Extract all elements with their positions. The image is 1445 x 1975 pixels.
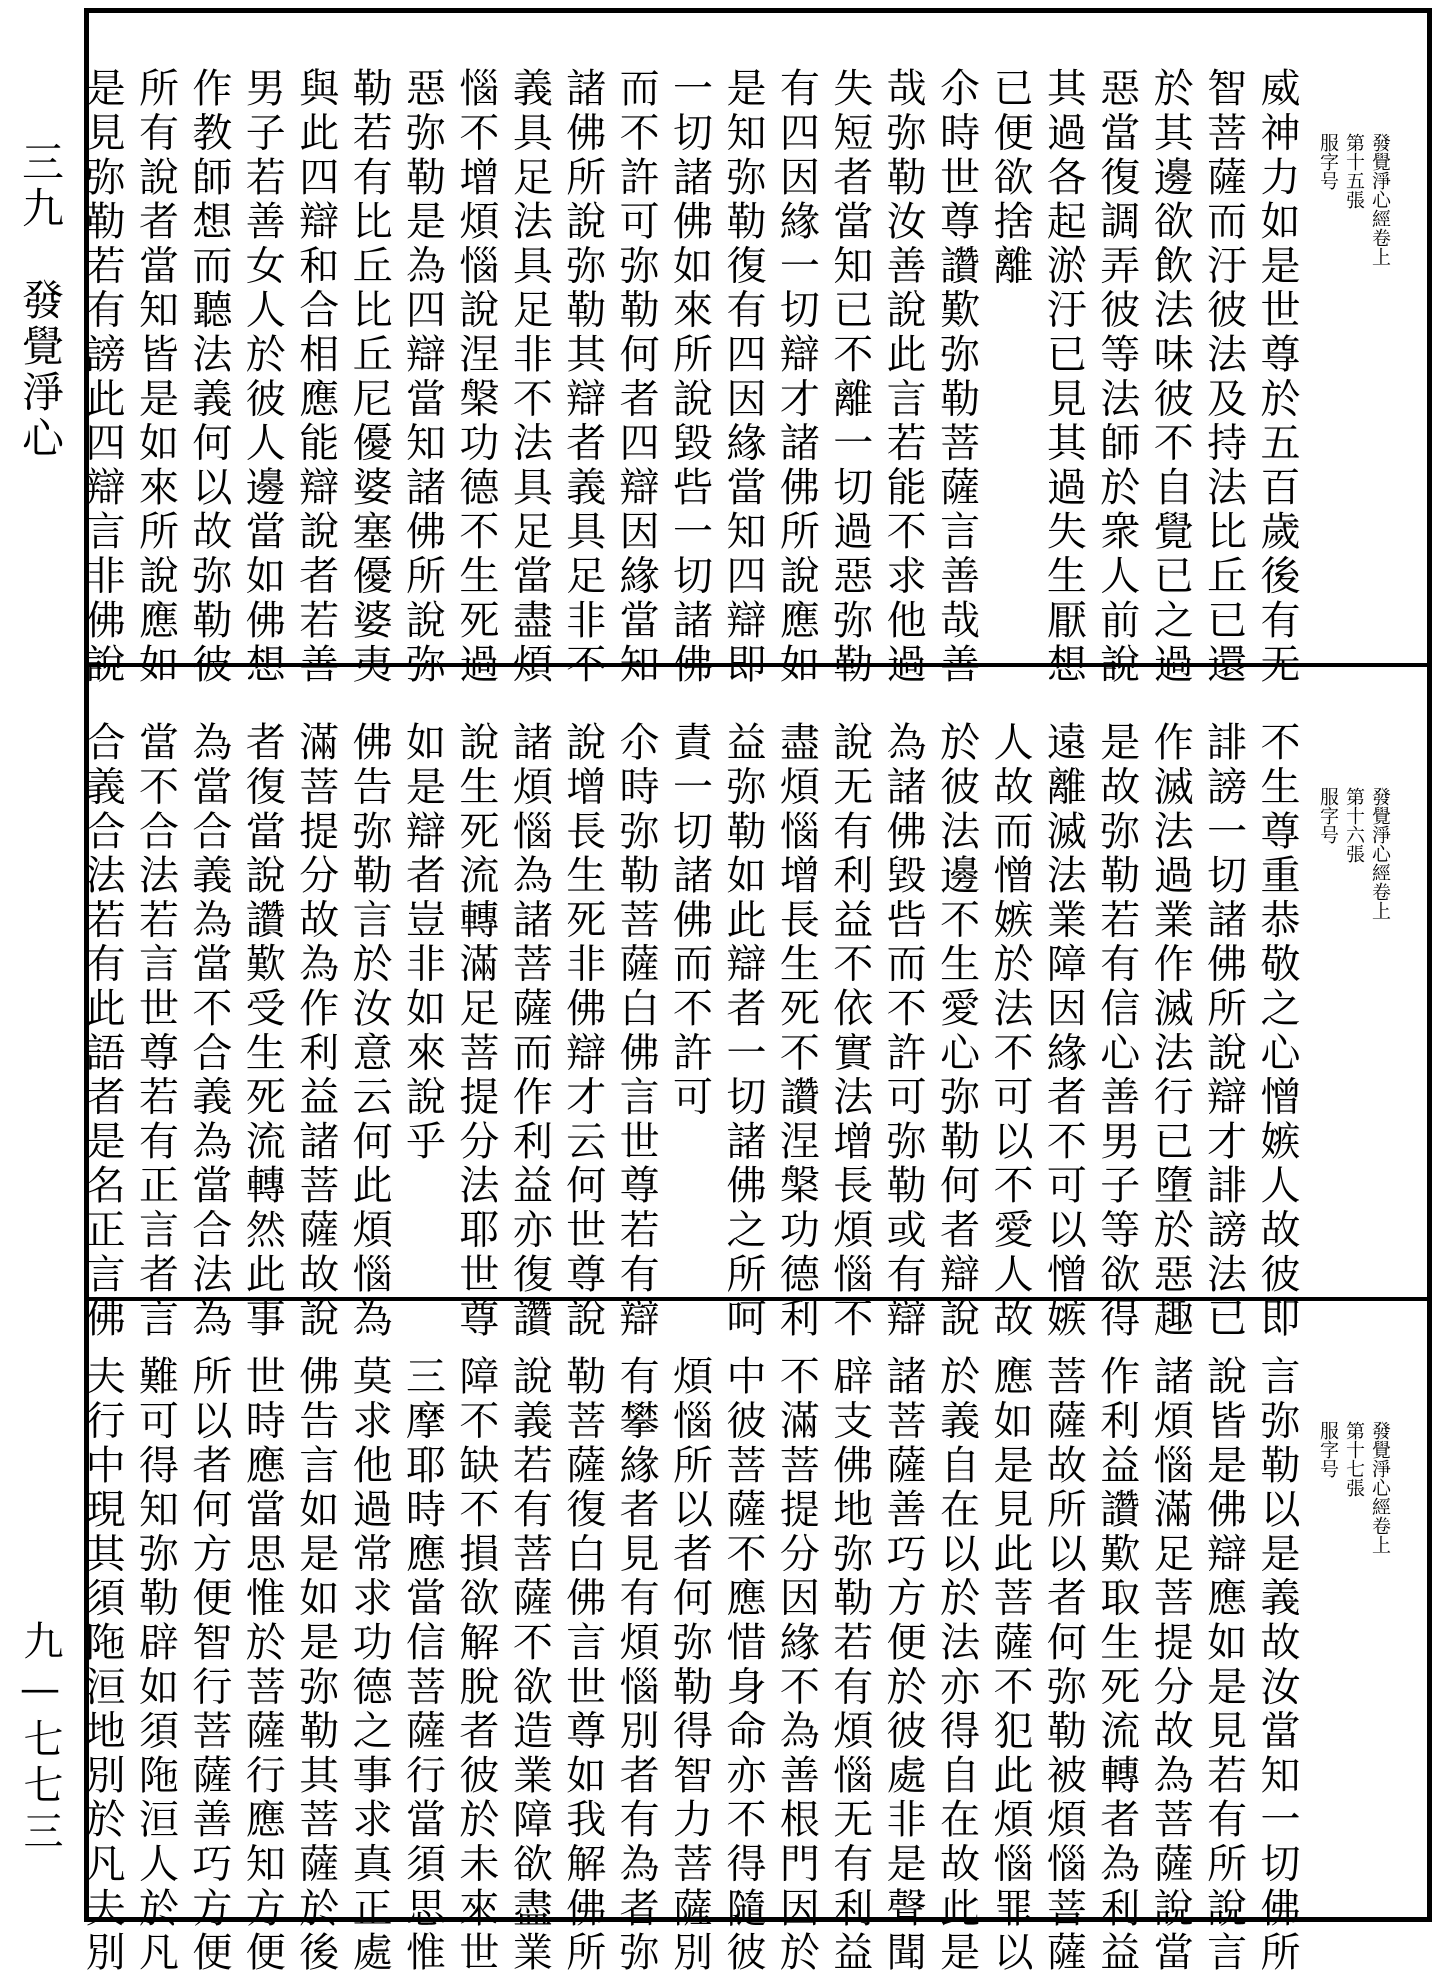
text-column: 與此四辯和合相應能辯說者若善: [292, 67, 339, 688]
text-column: 不生尊重恭敬之心憎嫉人故彼即: [1254, 721, 1300, 1342]
margin-title: 發覺淨心經卷上: [1369, 1421, 1391, 1554]
text-column: 尒時弥勒菩薩白佛言世尊若有辯: [613, 721, 660, 1342]
text-column: 勒若有比丘比丘尼優婆塞優婆夷: [346, 67, 393, 688]
text-column: 有攀緣者見有煩惱別者有為者弥: [613, 1355, 660, 1975]
text-column: 滿菩提分故為作利益諸菩薩故說: [292, 721, 339, 1342]
text-column: 是知弥勒復有四因緣當知四辯即: [719, 67, 766, 688]
text-column: 盡煩惱增長生死不讚涅槃功德利: [773, 721, 820, 1342]
panel-margin-note: [1315, 133, 1393, 653]
text-column: 如是辯者豈非如來說乎: [399, 721, 446, 1164]
text-column: 責一切諸佛而不許可: [666, 721, 713, 1120]
text-column: 夫行中現其須陁洹地別於凡夫別: [79, 1355, 126, 1975]
text-column: 佛告弥勒言於汝意云何此煩惱為: [346, 721, 393, 1342]
text-column: 為諸佛毀呰而不許可弥勒或有辯: [880, 721, 927, 1342]
text-column: 障不缺不損欲解脫者彼於未來世: [452, 1355, 499, 1975]
text-column: 中彼菩薩不應惜身命亦不得隨彼: [719, 1355, 766, 1975]
text-column: 作利益讚歎取生死流轉者為利益: [1093, 1355, 1140, 1975]
text-column: 智菩薩而汙彼法及持法比丘已還: [1200, 67, 1247, 688]
margin-mark: 服字号: [1317, 787, 1339, 844]
text-column: 三摩耶時應當信菩薩行當須思惟: [399, 1355, 446, 1975]
text-column: 者復當說讚歎受生死流轉然此事: [239, 721, 286, 1342]
text-column: 說生死流轉滿足菩提分法耶世尊: [452, 721, 499, 1342]
text-column: 莫求他過常求功德之事求真正處: [346, 1355, 393, 1975]
margin-title: 發覺淨心經卷上: [1369, 787, 1391, 920]
text-column: 尒時世尊讚歎弥勒菩薩言善哉善: [933, 67, 980, 688]
margin-mark: 服字号: [1317, 133, 1339, 190]
text-column: 而不許可弥勒何者四辯因緣當知: [613, 67, 660, 688]
text-columns: [79, 721, 1303, 1342]
text-column: 不滿菩提分因緣不為善根門因於: [773, 1355, 820, 1975]
text-column: 益弥勒如此辯者一切諸佛之所呵: [719, 721, 766, 1342]
margin-page: 第十六張: [1343, 787, 1365, 863]
text-column: 威神力如是世尊於五百歲後有无: [1254, 67, 1300, 688]
text-column: 所有說者當知皆是如來所說應如: [132, 67, 179, 688]
text-column: 遠離滅法業障因緣者不可以憎嫉: [1040, 721, 1087, 1342]
text-column: 其過各起淤汙已見其過失生厭想: [1040, 67, 1087, 688]
text-column: 於彼法邊不生愛心弥勒何者辯說: [933, 721, 980, 1342]
text-column: 是見弥勒若有謗此四辯言非佛說: [79, 67, 126, 688]
text-column: 應如是見此菩薩不犯此煩惱罪以: [986, 1355, 1033, 1975]
text-column: 言弥勒以是義故汝當知一切佛所: [1254, 1355, 1300, 1975]
text-column: 諸菩薩善巧方便於彼處非是聲聞: [880, 1355, 927, 1975]
text-column: 作教師想而聽法義何以故弥勒彼: [185, 67, 232, 688]
text-columns: [79, 67, 1303, 688]
text-column: 諸佛所說弥勒其辯者義具足非不: [559, 67, 606, 688]
text-column: 有四因緣一切辯才諸佛所說應如: [773, 67, 820, 688]
text-column: 惡當復調弄彼等法師於衆人前說: [1093, 67, 1140, 688]
text-column: 哉弥勒汝善說此言若能不求他過: [880, 67, 927, 688]
text-column: 諸煩惱滿足菩提分故為菩薩說當: [1147, 1355, 1194, 1975]
panel-margin-note: [1315, 1421, 1393, 1941]
text-column: 作滅法過業作滅法行已墮於惡趣: [1147, 721, 1194, 1342]
panel-2: [79, 663, 1427, 1342]
text-column: 難可得知弥勒辟如須陁洹人於凡: [132, 1355, 179, 1975]
text-column: 失短者當知已不離一切過惡弥勒: [826, 67, 873, 688]
text-column: 惡弥勒是為四辯當知諸佛所說弥: [399, 67, 446, 688]
text-column: 當不合法若言世尊若有正言者言: [132, 721, 179, 1342]
margin-mark: 服字号: [1317, 1421, 1339, 1478]
text-column: 諸煩惱為諸菩薩而作利益亦復讚: [506, 721, 553, 1342]
text-column: 佛告言如是如是弥勒其菩薩於後: [292, 1355, 339, 1975]
text-column: 為當合義為當不合義為當合法為: [185, 721, 232, 1342]
text-column: 於其邊欲飲法味彼不自覺已之過: [1147, 67, 1194, 688]
text-frame: [79, 8, 1432, 1975]
text-column: 人故而憎嫉於法不可以不愛人故: [986, 721, 1033, 1342]
text-column: 勒菩薩復白佛言世尊如我解佛所: [559, 1355, 606, 1975]
text-column: 說无有利益不依實法增長煩惱不: [826, 721, 873, 1342]
text-column: 已便欲捨離: [986, 67, 1033, 289]
text-column: 煩惱所以者何弥勒得智力菩薩別: [666, 1355, 713, 1975]
text-column: 義具足法具足非不法具足當盡煩: [506, 67, 553, 688]
panel-3: [79, 1297, 1427, 1975]
text-column: 男子若善女人於彼人邊當如佛想: [239, 67, 286, 688]
page-number: 九—七七三: [17, 1620, 63, 1856]
text-column: 誹謗一切諸佛所說辯才誹謗法已: [1200, 721, 1247, 1342]
text-column: 說皆是佛辯應如是見若有所說言: [1200, 1355, 1247, 1975]
text-column: 說增長生死非佛辯才云何世尊說: [559, 721, 606, 1342]
text-column: 世時應當思惟於菩薩行應知方便: [239, 1355, 286, 1975]
text-column: 惱不增煩惱說涅槃功德不生死過: [452, 67, 499, 688]
text-column: 一切諸佛如來所說毀呰一切諸佛: [666, 67, 713, 688]
text-columns: [79, 1355, 1303, 1975]
text-column: 是故弥勒若有信心善男子等欲得: [1093, 721, 1140, 1342]
panel-margin-note: [1315, 787, 1393, 1307]
volume-title: 三九 發覺淨心: [16, 140, 65, 462]
text-column: 菩薩故所以者何弥勒被煩惱菩薩: [1040, 1355, 1087, 1975]
text-column: 辟支佛地弥勒若有煩惱无有利益: [826, 1355, 873, 1975]
text-column: 合義合法若有此語者是名正言佛: [79, 721, 126, 1342]
margin-page: 第十七張: [1343, 1421, 1365, 1497]
panel-1: [79, 13, 1427, 688]
margin-title: 發覺淨心經卷上: [1369, 133, 1391, 266]
text-column: 說義若有菩薩不欲造業障欲盡業: [506, 1355, 553, 1975]
text-column: 於義自在以於法亦得自在故此是: [933, 1355, 980, 1975]
text-column: 所以者何方便智行菩薩善巧方便: [185, 1355, 232, 1975]
margin-page: 第十五張: [1343, 133, 1365, 209]
